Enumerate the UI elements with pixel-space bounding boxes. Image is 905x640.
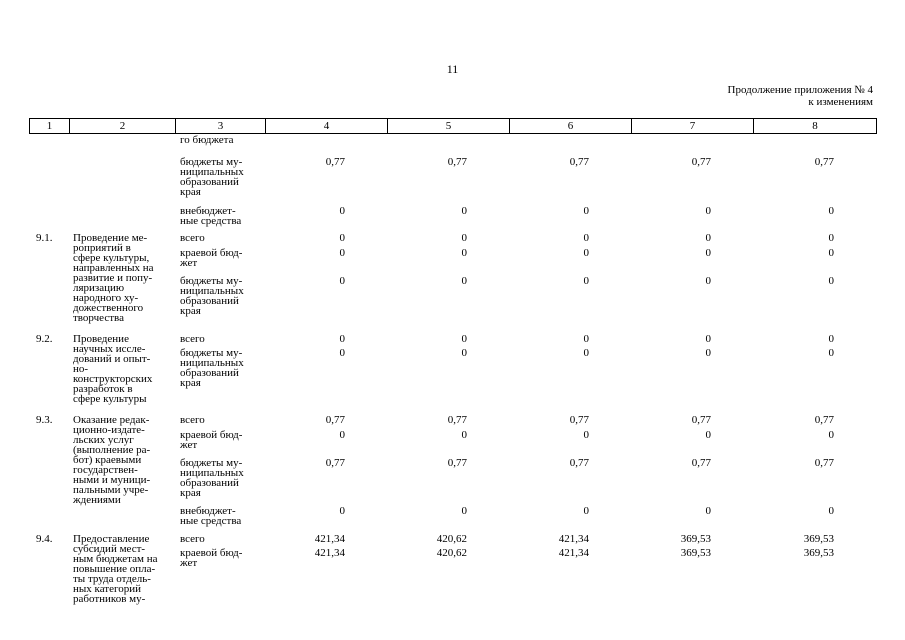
value-cell-col-4: 0 xyxy=(339,429,345,441)
value-cell-col-6: 0,77 xyxy=(569,414,589,426)
header-table xyxy=(29,118,877,134)
col-header-8: 8 xyxy=(754,119,877,134)
value-cell-col-5: 0 xyxy=(461,205,467,217)
funding-source: краевой бюд- жет xyxy=(180,429,243,451)
value-cell-col-5: 0,77 xyxy=(447,414,467,426)
value-cell-col-6: 0,77 xyxy=(569,156,589,168)
funding-source: краевой бюд- жет xyxy=(180,247,243,269)
value-cell-col-6: 0 xyxy=(583,429,589,441)
value-cell-col-6: 0 xyxy=(583,205,589,217)
value-cell-col-6: 0,77 xyxy=(569,457,589,469)
row-number: 9.1. xyxy=(36,232,53,244)
col-header-4: 4 xyxy=(266,119,388,134)
value-cell-col-6: 0 xyxy=(583,505,589,517)
value-cell-col-7: 0 xyxy=(705,205,711,217)
value-cell-col-7: 0 xyxy=(705,275,711,287)
value-cell-col-8: 0 xyxy=(828,232,834,244)
funding-source: внебюджет- ные средства xyxy=(180,205,242,227)
value-cell-col-5: 0 xyxy=(461,505,467,517)
value-cell-col-5: 0 xyxy=(461,275,467,287)
value-cell-col-7: 0 xyxy=(705,247,711,259)
value-cell-col-8: 0 xyxy=(828,347,834,359)
value-cell-col-6: 0 xyxy=(583,232,589,244)
funding-source: го бюджета xyxy=(180,134,234,146)
funding-source: всего xyxy=(180,414,205,426)
row-number: 9.2. xyxy=(36,333,53,345)
value-cell-col-6: 0 xyxy=(583,247,589,259)
value-cell-col-7: 0 xyxy=(705,232,711,244)
value-cell-col-4: 0 xyxy=(339,347,345,359)
funding-source: всего xyxy=(180,232,205,244)
value-cell-col-8: 0 xyxy=(828,205,834,217)
value-cell-col-8: 0 xyxy=(828,275,834,287)
funding-source: краевой бюд- жет xyxy=(180,547,243,569)
value-cell-col-7: 0,77 xyxy=(691,457,711,469)
funding-source: бюджеты му- ниципальных образований края xyxy=(180,347,244,389)
value-cell-col-7: 0,77 xyxy=(691,156,711,168)
value-cell-col-4: 0,77 xyxy=(325,414,345,426)
annex-caption xyxy=(728,84,873,108)
funding-source: всего xyxy=(180,533,205,545)
row-description: Предоставление субсидий мест- ным бюджетам на повышение опла- ты труда отдель- ных категорий работников му- xyxy=(73,533,158,605)
value-cell-col-5: 0,77 xyxy=(447,457,467,469)
value-cell-col-8: 0 xyxy=(828,505,834,517)
value-cell-col-5: 0,77 xyxy=(447,156,467,168)
value-cell-col-8: 0,77 xyxy=(814,457,834,469)
value-cell-col-7: 0 xyxy=(705,429,711,441)
value-cell-col-5: 420,62 xyxy=(436,547,467,559)
value-cell-col-6: 0 xyxy=(583,347,589,359)
value-cell-col-4: 0,77 xyxy=(325,457,345,469)
col-header-3: 3 xyxy=(176,119,266,134)
value-cell-col-4: 0 xyxy=(339,232,345,244)
value-cell-col-4: 0 xyxy=(339,275,345,287)
funding-source: бюджеты му- ниципальных образований края xyxy=(180,275,244,317)
value-cell-col-7: 0 xyxy=(705,347,711,359)
value-cell-col-4: 0 xyxy=(339,205,345,217)
funding-source: внебюджет- ные средства xyxy=(180,505,242,527)
value-cell-col-5: 0 xyxy=(461,232,467,244)
col-header-2: 2 xyxy=(70,119,176,134)
row-description: Проведение научных иссле- дований и опыт- но- конструкторских разработок в сфере культуры xyxy=(73,333,153,405)
funding-source: бюджеты му- ниципальных образований края xyxy=(180,457,244,499)
value-cell-col-7: 369,53 xyxy=(680,533,711,545)
row-description: Проведение ме- роприятий в сфере культуры, направленных на развитие и попу- ляризацию народного ху- дожественного творчества xyxy=(73,232,154,324)
header-row xyxy=(30,119,877,134)
value-cell-col-7: 0,77 xyxy=(691,414,711,426)
col-header-6: 6 xyxy=(510,119,632,134)
row-number: 9.4. xyxy=(36,533,53,545)
col-header-1: 1 xyxy=(30,119,70,134)
annex-line-2: к изменениям xyxy=(808,96,873,108)
value-cell-col-6: 0 xyxy=(583,333,589,345)
value-cell-col-6: 0 xyxy=(583,275,589,287)
value-cell-col-5: 0 xyxy=(461,333,467,345)
value-cell-col-8: 369,53 xyxy=(803,533,834,545)
value-cell-col-7: 369,53 xyxy=(680,547,711,559)
value-cell-col-4: 0,77 xyxy=(325,156,345,168)
value-cell-col-6: 421,34 xyxy=(558,547,589,559)
value-cell-col-5: 420,62 xyxy=(436,533,467,545)
value-cell-col-8: 369,53 xyxy=(803,547,834,559)
value-cell-col-6: 421,34 xyxy=(558,533,589,545)
value-cell-col-8: 0 xyxy=(828,429,834,441)
value-cell-col-8: 0 xyxy=(828,247,834,259)
value-cell-col-4: 421,34 xyxy=(314,547,345,559)
value-cell-col-8: 0,77 xyxy=(814,156,834,168)
value-cell-col-4: 0 xyxy=(339,333,345,345)
value-cell-col-4: 0 xyxy=(339,505,345,517)
value-cell-col-5: 0 xyxy=(461,429,467,441)
col-header-7: 7 xyxy=(632,119,754,134)
value-cell-col-8: 0 xyxy=(828,333,834,345)
annex-line-1: Продолжение приложения № 4 xyxy=(727,84,873,96)
row-description: Оказание редак- ционно-издате- льских услуг (выполнение ра- бот) краевыми государствен- ными и муници- пальными учре- ждениями xyxy=(73,414,151,506)
col-header-5: 5 xyxy=(388,119,510,134)
value-cell-col-5: 0 xyxy=(461,247,467,259)
value-cell-col-5: 0 xyxy=(461,347,467,359)
row-number: 9.3. xyxy=(36,414,53,426)
value-cell-col-8: 0,77 xyxy=(814,414,834,426)
funding-source: всего xyxy=(180,333,205,345)
value-cell-col-4: 421,34 xyxy=(314,533,345,545)
funding-source: бюджеты му- ниципальных образований края xyxy=(180,156,244,198)
value-cell-col-4: 0 xyxy=(339,247,345,259)
page-number: 11 xyxy=(446,62,459,76)
value-cell-col-7: 0 xyxy=(705,505,711,517)
value-cell-col-7: 0 xyxy=(705,333,711,345)
